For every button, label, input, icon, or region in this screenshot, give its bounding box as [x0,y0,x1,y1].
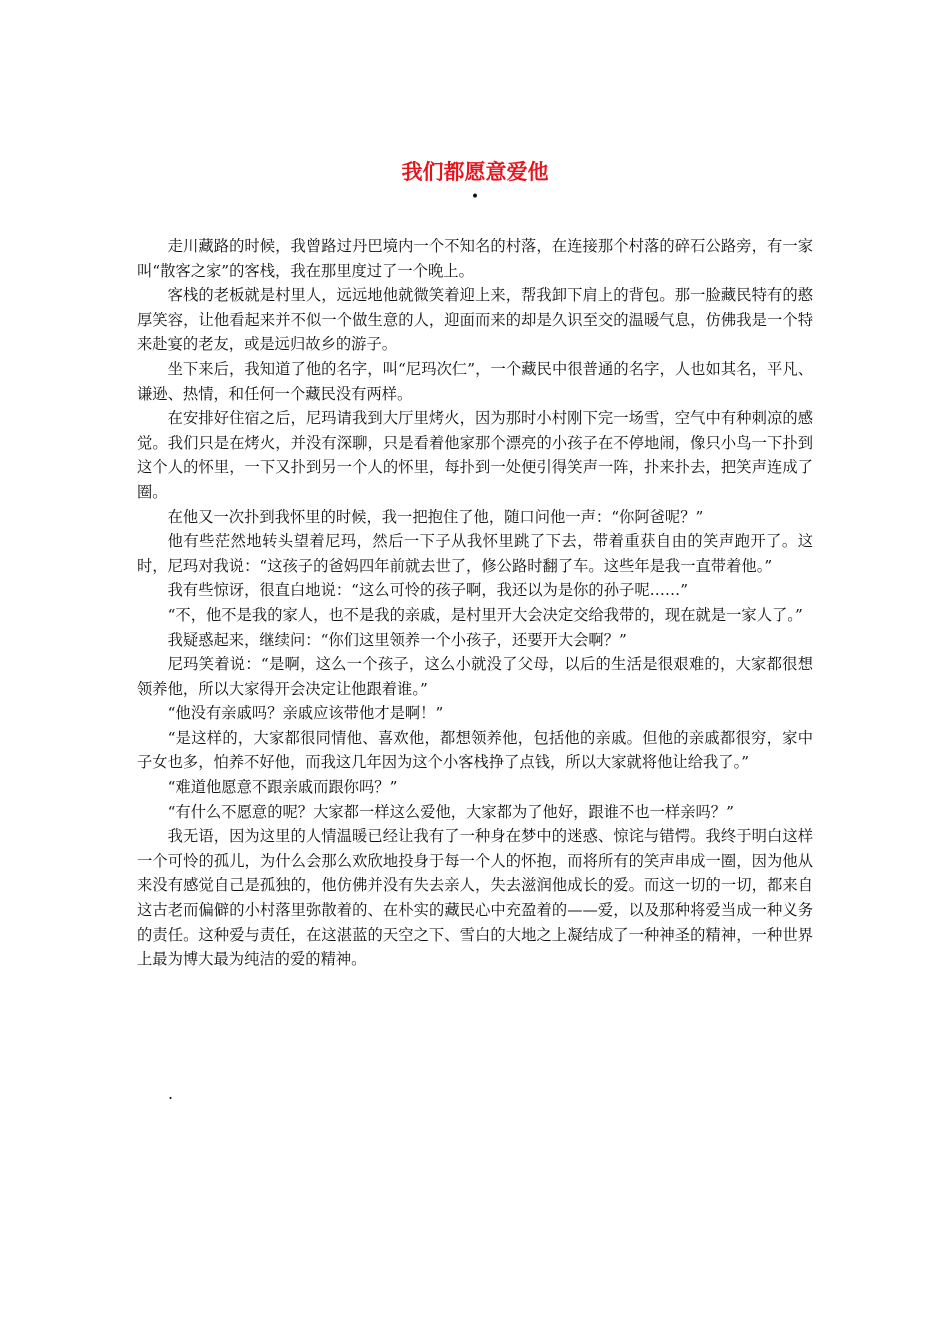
paragraph: 坐下来后，我知道了他的名字，叫“尼玛次仁”，一个藏民中很普通的名字，人也如其名，平凡、谦逊、热情，和任何一个藏民没有两样。 [137,359,813,403]
paragraph: “他没有亲戚吗？亲戚应该带他才是啊！” [167,704,444,723]
paragraph: 客栈的老板就是村里人，远远地他就微笑着迎上来，帮我卸下肩上的背包。那一脸藏民特有的憨厚笑容，让他看起来并不似一个做生意的人，迎面而来的却是久识至交的温暖气息，仿佛我是一个特来赴宴的老友，或是远归故乡的游子。 [137,286,813,354]
paragraph: 尼玛笑着说：“是啊，这么一个孩子，这么小就没了父母，以后的生活是很艰难的，大家都很想领养他，所以大家得开会决定让他跟着谁。” [137,655,813,698]
paragraph: 走川藏路的时候，我曾路过丹巴境内一个不知名的村落，在连接那个村落的碎石公路旁，有一家叫“散客之家”的客栈，我在那里度过了一个晚上。 [137,237,813,280]
title-bullet: • [470,189,480,205]
paragraph: “不，他不是我的家人，也不是我的亲戚，是村里开大会决定交给我带的，现在就是一家人了。” [167,605,803,624]
paragraph: “有什么不愿意的呢？大家都一样这么爱他，大家都为了他好，跟谁不也一样亲吗？” [167,802,734,821]
paragraph: 在他又一次扑到我怀里的时候，我一把抱住了他，随口问他一声：“你阿爸呢？” [167,507,704,526]
paragraph: “是这样的，大家都很同情他、喜欢他，都想领养他，包括他的亲戚。但他的亲戚都很穷，家中子女也多，怕养不好他，而我这几年因为这个小客栈挣了点钱，所以大家就将他让给我了。” [137,728,813,772]
end-marker: . [168,1084,174,1103]
paragraph: 我无语，因为这里的人情温暖已经让我有了一种身在梦中的迷惑、惊诧与错愕。我终于明白这样一个可怜的孤儿，为什么会那么欢欣地投身于每一个人的怀抱，而将所有的笑声串成一圈，因为他从来没有感觉自己是孤独的，他仿佛并没有失去亲人，失去滋润他成长的爱。而这一切的一切，都来自这古老而偏僻的小村落里弥散着的、在朴实的藏民心中充盈着的——爱，以及那种将爱当成一种义务的责任。这种爱与责任，在这湛蓝的天空之下、雪白的大地之上凝结成了一种神圣的精神，一种世界上最为博大最为纯洁的爱的精神。 [137,827,813,969]
paragraph: “难道他愿意不跟亲戚而跟你吗？” [167,778,398,797]
paragraph: 他有些茫然地转头望着尼玛，然后一下子从我怀里跳了下去，带着重获自由的笑声跑开了。这时，尼玛对我说：“这孩子的爸妈四年前就去世了，修公路时翻了车。这些年是我一直带着他。” [137,532,813,575]
paragraph: 我疑惑起来，继续问：“你们这里领养一个小孩子，还要开大会啊？” [167,630,627,649]
article-body [137,234,813,972]
page-title: 我们都愿意爱他 [401,159,549,184]
paragraph: 在安排好住宿之后，尼玛请我到大厅里烤火，因为那时小村刚下完一场雪，空气中有种刺凉的感觉。我们只是在烤火，并没有深聊，只是看着他家那个漂亮的小孩子在不停地闹，像只小鸟一下扑到这个人的怀里，一下又扑到另一个人的怀里，每扑到一处便引得笑声一阵，扑来扑去，把笑声连成了圈。 [137,409,813,501]
paragraph: 我有些惊讶，很直白地说：“这么可怜的孩子啊，我还以为是你的孙子呢……” [167,581,689,600]
